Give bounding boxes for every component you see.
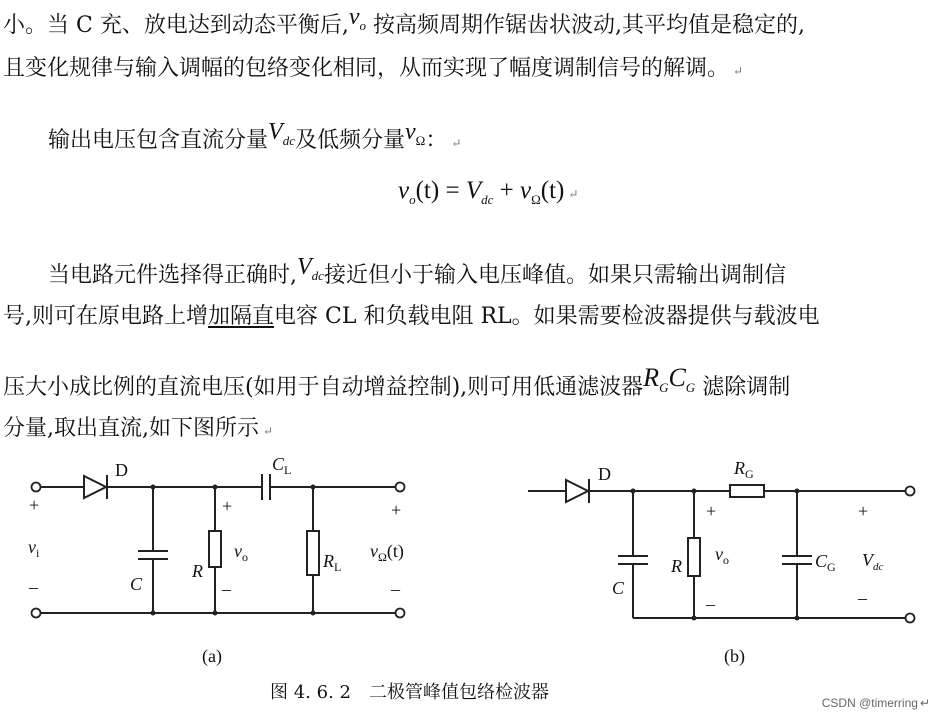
paragraph3-text-b: 接近但小于输入电压峰值。如果只需输出调制信 bbox=[323, 263, 786, 288]
a-terminal-out-top bbox=[396, 483, 405, 492]
b-rg-body bbox=[730, 485, 764, 497]
paragraph3-text-e: 压大小成比例的直流电压(如用于自动增益控制),则可用低通滤波器 bbox=[3, 375, 644, 400]
paragraph1-text-line2: 且变化规律与输入调幅的包络变化相同，从而实现了幅度调制信号的解调。 bbox=[3, 56, 730, 81]
a-label-vi: $v_i$ bbox=[28, 537, 40, 560]
b-caption: (b) bbox=[724, 646, 745, 666]
b-label-cg: $C_G$ bbox=[815, 551, 836, 574]
b-junction bbox=[795, 489, 800, 494]
a-label-vomega: $v_\Omega(t)$ bbox=[370, 541, 404, 564]
paragraph2-text-b: 及低频分量 bbox=[294, 128, 405, 153]
paragraph3-text-g: 分量,取出直流,如下图所示 bbox=[3, 416, 259, 441]
a-caption: (a) bbox=[202, 646, 222, 666]
a-label-plus-out: + bbox=[391, 500, 402, 520]
a-junction bbox=[311, 485, 316, 490]
a-junction bbox=[213, 611, 218, 616]
a-diode-triangle bbox=[84, 476, 106, 498]
b-label-rg: $R_G$ bbox=[734, 458, 754, 481]
paragraph1-text-b: 按高频周期作锯齿状波动,其平均值是稳定的, bbox=[372, 13, 805, 38]
var-rgcg: $R_GC_G$ bbox=[643, 363, 696, 395]
paragraph3-text-d: 电容 CL 和负载电阻 RL。如果需要检波器提供与载波电 bbox=[274, 304, 820, 329]
a-label-vo: $v_o$ bbox=[234, 541, 248, 564]
b-junction bbox=[692, 489, 697, 494]
a-label-r: R bbox=[192, 561, 203, 581]
paragraph2-text-c: ： bbox=[425, 128, 448, 153]
b-terminal-out-bottom bbox=[906, 614, 915, 623]
return-mark: ↵ bbox=[263, 424, 274, 438]
a-terminal-in-top bbox=[32, 483, 41, 492]
b-label-r: R bbox=[671, 556, 682, 576]
a-junction bbox=[311, 611, 316, 616]
a-label-minus-out: – bbox=[391, 579, 400, 599]
b-label-d: D bbox=[598, 464, 611, 484]
b-label-minus-mid: – bbox=[706, 594, 715, 614]
a-r-body bbox=[209, 531, 221, 567]
b-junction bbox=[631, 489, 636, 494]
figure-caption: 图 4. 6. 2 二极管峰值包络检波器 bbox=[270, 682, 549, 703]
return-mark: ↵ bbox=[733, 64, 744, 78]
a-rl-body bbox=[307, 531, 319, 575]
b-diode-triangle bbox=[566, 480, 588, 502]
a-label-rl: $R_L$ bbox=[323, 551, 342, 574]
a-label-minus-in: – bbox=[29, 577, 38, 597]
paragraph3-text-c: 号,则可在原电路上增 bbox=[3, 304, 208, 329]
b-r-body bbox=[688, 538, 700, 576]
paragraph2-text-a: 输出电压包含直流分量 bbox=[48, 128, 269, 153]
b-label-minus-out: – bbox=[858, 588, 867, 608]
var-vdc-2: $V_{dc}$ bbox=[297, 254, 324, 283]
paragraph3-text-f: 滤除调制 bbox=[702, 375, 791, 400]
a-junction bbox=[213, 485, 218, 490]
a-label-plus-mid: + bbox=[222, 496, 233, 516]
b-label-vdc: $V_{dc}$ bbox=[862, 550, 884, 573]
watermark: CSDN @timerring ↵ bbox=[821, 696, 930, 710]
a-junction bbox=[151, 611, 156, 616]
a-junction bbox=[151, 485, 156, 490]
return-mark: ↵ bbox=[451, 136, 462, 150]
b-terminal-out-top bbox=[906, 487, 915, 496]
b-label-vo: $v_o$ bbox=[715, 544, 729, 567]
paragraph3-text-a: 当电路元件选择得正确时, bbox=[48, 263, 297, 288]
var-vomega: $v_\Omega$ bbox=[404, 119, 426, 148]
a-terminal-in-bottom bbox=[32, 609, 41, 618]
b-junction bbox=[795, 616, 800, 621]
b-label-c: C bbox=[612, 578, 625, 598]
paragraph1-text-a: 小。当 C 充、放电达到动态平衡后, bbox=[3, 13, 349, 38]
underlined-text: 加隔直 bbox=[208, 304, 275, 329]
var-vdc: $V_{dc}$ bbox=[268, 119, 295, 148]
a-label-cl: $C_L$ bbox=[272, 454, 292, 477]
equation: $v_o(t) = V_{dc} + v_\Omega(t)$ ↵ bbox=[398, 177, 579, 207]
a-label-minus-mid: – bbox=[222, 579, 231, 599]
b-junction bbox=[692, 616, 697, 621]
var-vo: $v_o$ bbox=[348, 4, 366, 33]
a-label-plus-in: + bbox=[29, 495, 40, 515]
a-terminal-out-bottom bbox=[396, 609, 405, 618]
a-label-c: C bbox=[130, 574, 143, 594]
b-label-plus-out: + bbox=[858, 501, 869, 521]
return-mark: ↵ bbox=[568, 187, 579, 201]
a-label-d: D bbox=[115, 460, 128, 480]
b-label-plus-mid: + bbox=[706, 501, 717, 521]
